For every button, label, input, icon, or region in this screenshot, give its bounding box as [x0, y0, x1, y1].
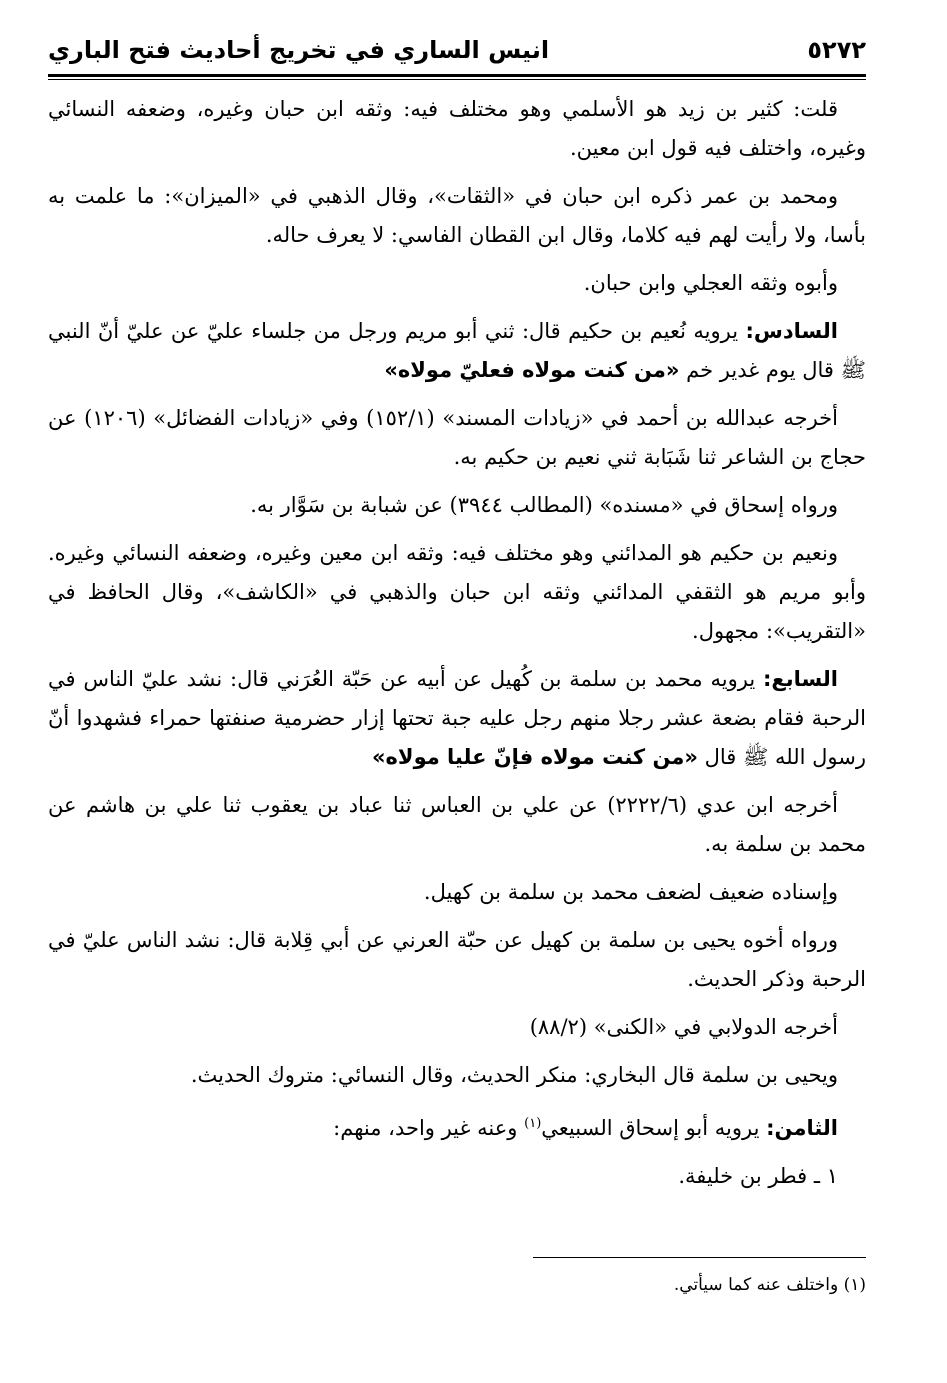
paragraph-5: أخرجه عبدالله بن أحمد في «زيادات المسند» (١٥٢/١) وفي «زيادات الفضائل» (١٢٠٦) عن حجاج بن الشاعر ثنا شَبَابة ثني نعيم بن حكيم به. [48, 406, 866, 469]
paragraph-14-text-b: وعنه غير واحد، منهم: [333, 1116, 518, 1140]
paragraph-7: ونعيم بن حكيم هو المدائني وهو مختلف فيه: وثقه ابن معين وغيره، وضعفه النسائي وغيره. وأبو مريم هو الثقفي المدائني وثقه ابن حبان والذهبي في «الكاشف»، وقال الحافظ في «التقريب»: مجهول. [48, 541, 866, 643]
list-item-number: ١ ـ [813, 1164, 838, 1188]
paragraph-3: وأبوه وثقه العجلي وابن حبان. [583, 271, 838, 295]
header-rule [48, 74, 866, 80]
paragraph-14-text-a: يرويه أبو إسحاق السبيعي [541, 1116, 760, 1140]
footnote-text: واختلف عنه كما سيأتي. [673, 1275, 839, 1295]
paragraph-4-text: يرويه نُعيم بن حكيم قال: ثني أبو مريم ورجل من جلساء عليّ عن عليّ أنّ النبي ﷺ قال يوم غدير خم [48, 319, 866, 382]
hadith-quote-2: «من كنت مولاه فإنّ عليا مولاه» [371, 745, 698, 769]
paragraph-8 [48, 660, 866, 777]
page-number: ٥٢٧٢ [807, 36, 866, 64]
footnote-ref[interactable]: (١) [524, 1116, 542, 1131]
paragraph-9: أخرجه ابن عدي (٢٢٢٢/٦) عن علي بن العباس ثنا عباد بن يعقوب ثنا علي بن هاشم عن محمد بن سلمة به. [48, 793, 866, 856]
footnote [48, 1270, 866, 1300]
footnote-marker: (١) [843, 1275, 866, 1295]
section-label-eighth: الثامن: [766, 1116, 838, 1140]
running-header [48, 28, 866, 72]
paragraph-11: ورواه أخوه يحيى بن سلمة بن كهيل عن حبّة العرني عن أبي قِلابة قال: نشد الناس عليّ في الرحبة وذكر الحديث. [48, 928, 866, 991]
paragraph-2: ومحمد بن عمر ذكره ابن حبان في «الثقات»، وقال الذهبي في «الميزان»: ما علمت به بأسا، ولا رأيت لهم فيه كلاما، وقال ابن القطان الفاسي: لا يعرف حاله. [48, 184, 866, 247]
section-label-seventh: السابع: [763, 667, 838, 691]
paragraph-12: أخرجه الدولابي في «الكنى» (٨٨/٢) [529, 1015, 838, 1039]
paragraph-10: وإسناده ضعيف لضعف محمد بن سلمة بن كهيل. [423, 880, 838, 904]
footnote-rule [533, 1257, 866, 1258]
body-text [48, 90, 866, 1205]
section-label-sixth: السادس: [745, 319, 838, 343]
paragraph-14 [48, 1104, 866, 1148]
paragraph-13: ويحيى بن سلمة قال البخاري: منكر الحديث، وقال النسائي: متروك الحديث. [190, 1063, 838, 1087]
paragraph-8-text: يرويه محمد بن سلمة بن كُهيل عن أبيه عن حَبّة العُرَني قال: نشد عليّ الناس في الرحبة فقام بضعة عشر رجلا منهم رجل عليه جبة تحتها إزار حضرمية صنفتها حمراء فشهدوا أنّ رسول الله ﷺ قال [48, 667, 866, 769]
paragraph-4 [48, 312, 866, 390]
paragraph-6: ورواه إسحاق في «مسنده» (المطالب ٣٩٤٤) عن شبابة بن سَوَّار به. [250, 493, 838, 517]
list-item-1 [48, 1157, 866, 1196]
list-item-text: فطر بن خليفة. [678, 1164, 808, 1188]
paragraph-1: قلت: كثير بن زيد هو الأسلمي وهو مختلف فيه: وثقه ابن حبان وغيره، وضعفه النسائي وغيره، واختلف فيه قول ابن معين. [48, 97, 866, 160]
book-title: انيس الساري في تخريج أحاديث فتح الباري [48, 36, 550, 64]
hadith-quote-1: «من كنت مولاه فعليّ مولاه» [384, 358, 680, 382]
